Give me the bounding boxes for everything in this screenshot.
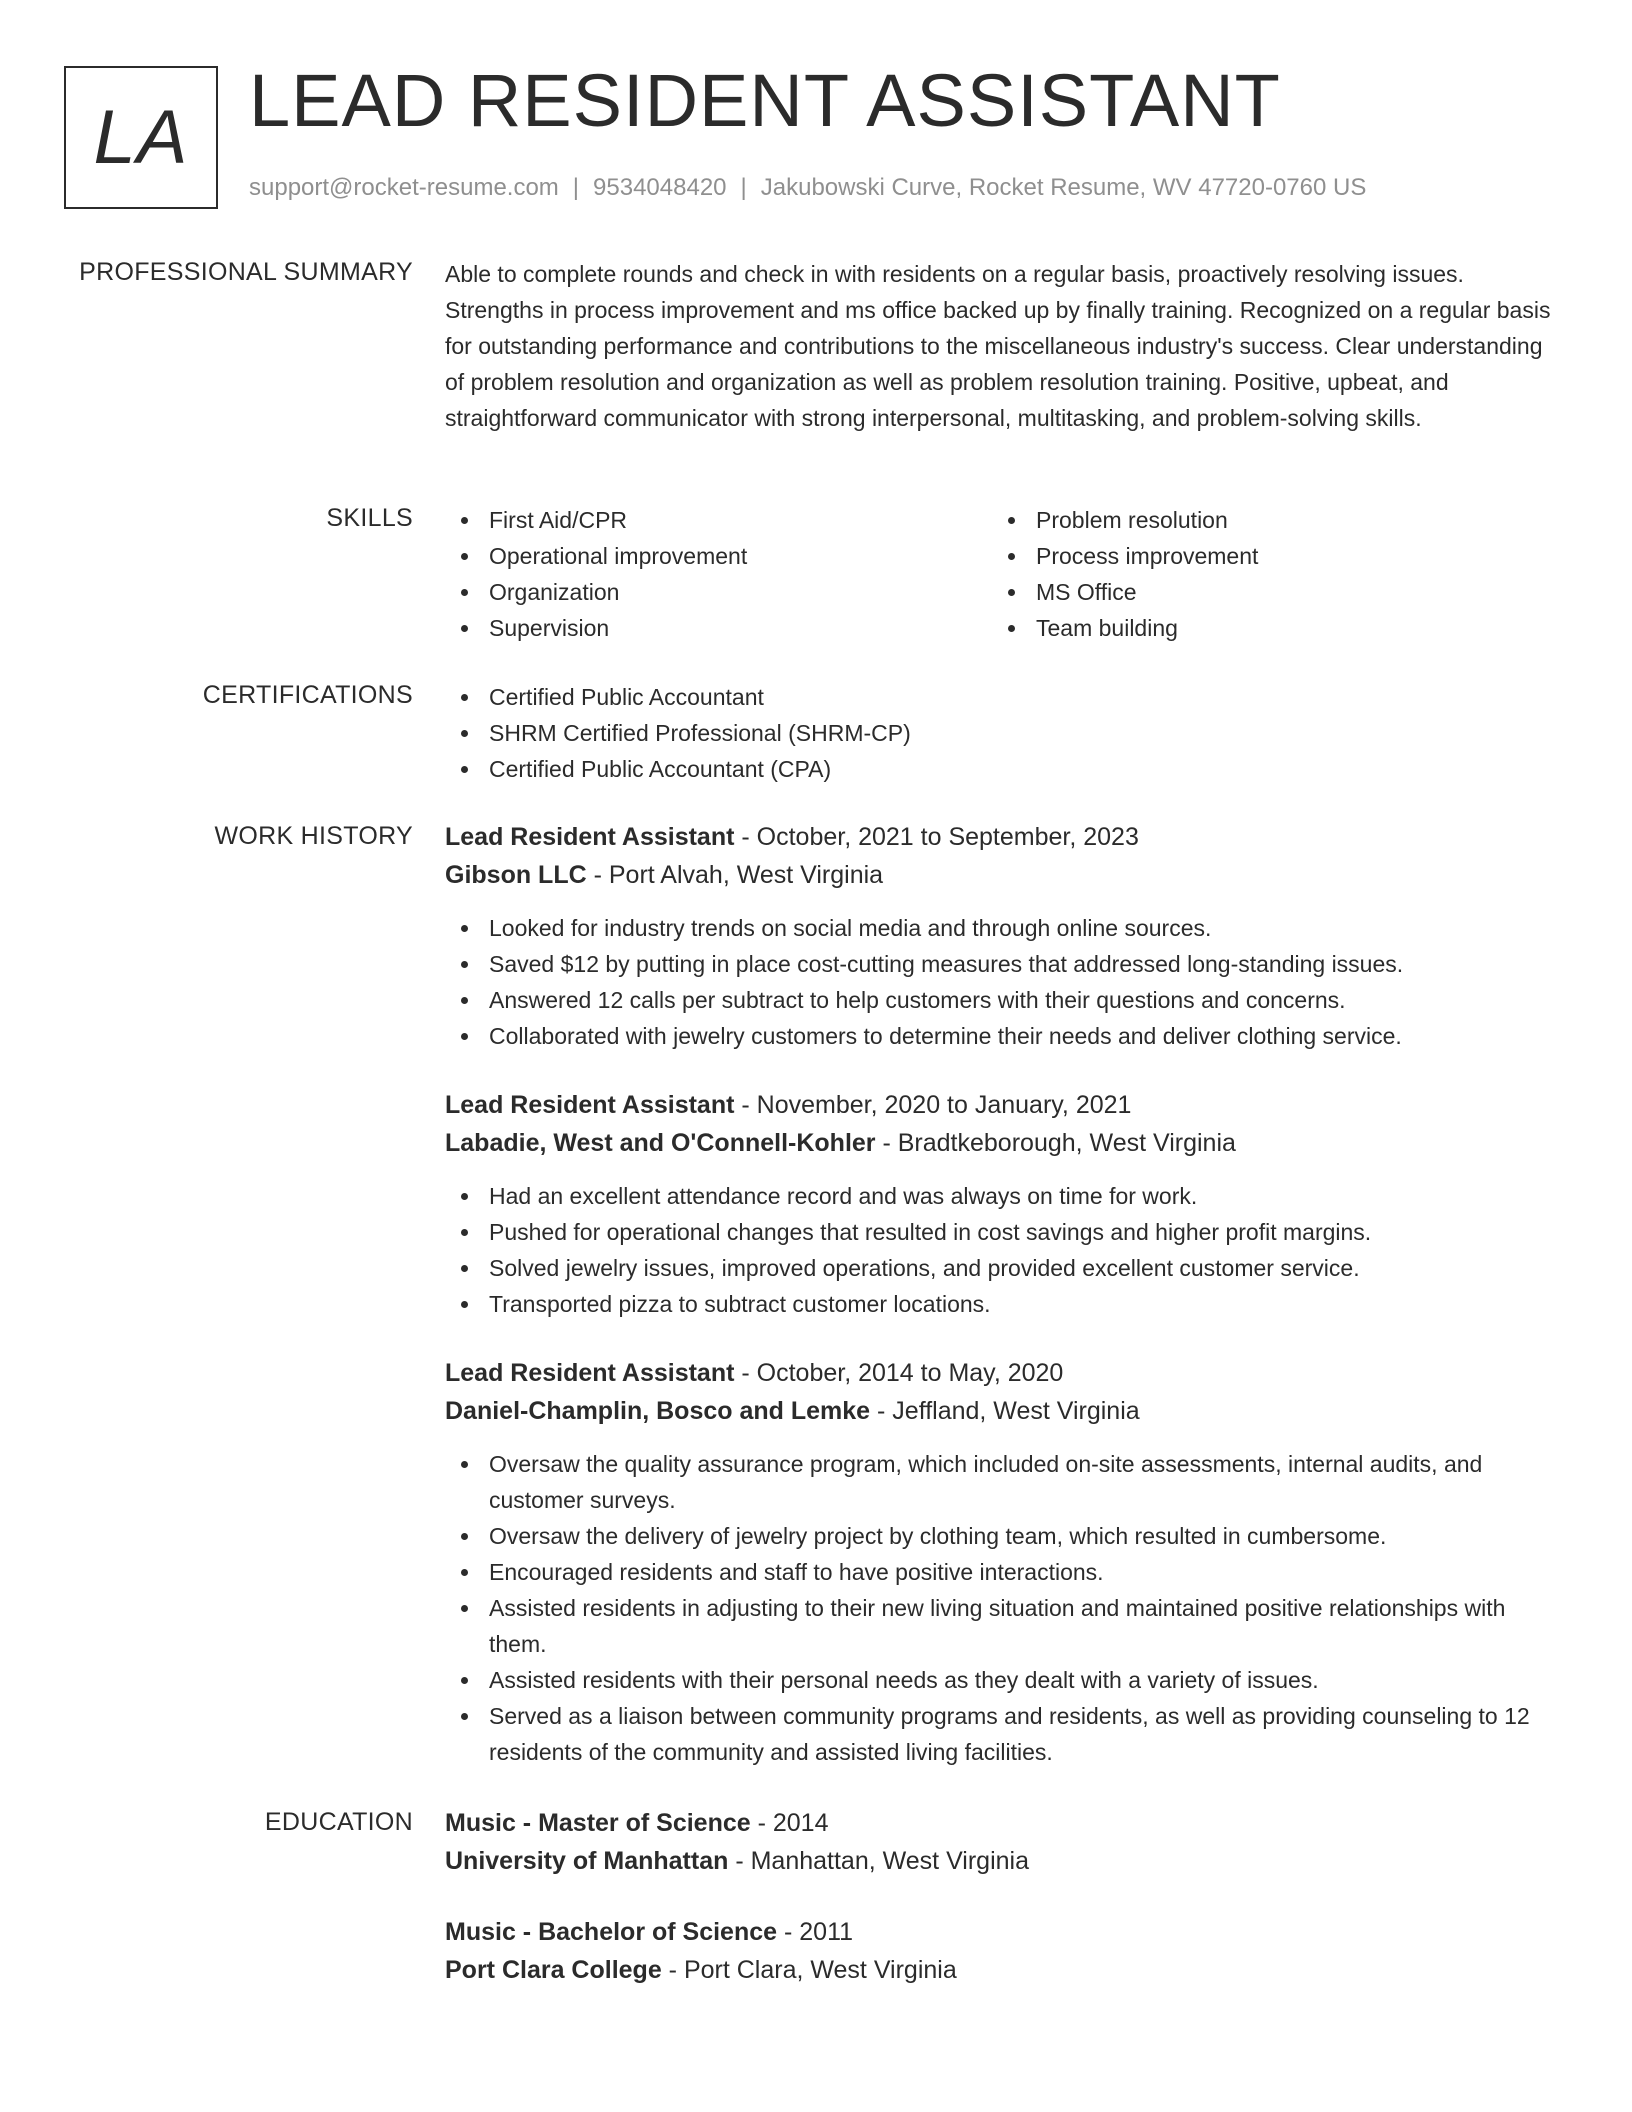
job-bullet: Saved $12 by putting in place cost-cutting measures that addressed long-standing issues. [445, 946, 1560, 982]
monogram-logo [64, 66, 218, 209]
education-degree: Music - Master of Science [445, 1809, 751, 1837]
job-bullet: Encouraged residents and staff to have positive interactions. [445, 1554, 1560, 1590]
job-entry [445, 1354, 1560, 1770]
skill-item: Organization [445, 574, 992, 610]
summary-text: Able to complete rounds and check in with residents on a regular basis, proactively resolving issues. Strengths in process improvement and ms office backed up by finally training. Recognized on a regular basis for outstanding performance and contributions to the miscellaneous industry's success. Clear understanding of problem resolution and organization as well as problem resolution training. Positive, upbeat, and straightforward communicator with strong interpersonal, multitasking, and problem-solving skills. [445, 261, 1551, 431]
contact-separator: | [740, 174, 747, 201]
page-title: LEAD RESIDENT ASSISTANT [249, 59, 1281, 142]
job-bullet: Pushed for operational changes that resulted in cost savings and higher profit margins. [445, 1214, 1560, 1250]
contact-phone: 9534048420 [593, 174, 727, 201]
job-company-line [445, 856, 1560, 894]
education-entry [445, 1804, 1560, 1880]
job-dates: - October, 2021 to September, 2023 [734, 823, 1139, 851]
job-company-line [445, 1124, 1560, 1162]
skills-body [445, 502, 1560, 646]
job-entry [445, 1086, 1560, 1322]
summary-body [445, 256, 1560, 436]
certification-item: SHRM Certified Professional (SHRM-CP) [445, 715, 1560, 751]
job-title: Lead Resident Assistant [445, 1359, 735, 1387]
job-bullet: Assisted residents with their personal needs as they dealt with a variety of issues. [445, 1662, 1560, 1698]
section-label-work-history: WORK HISTORY [214, 822, 413, 850]
job-location: - Port Alvah, West Virginia [586, 861, 884, 889]
skills-list-left [445, 502, 992, 646]
contact-separator: | [572, 174, 580, 201]
contact-email: support@rocket-resume.com [249, 174, 559, 201]
job-company: Daniel-Champlin, Bosco and Lemke [445, 1397, 871, 1425]
job-bullet: Solved jewelry issues, improved operations, and provided excellent customer service. [445, 1250, 1560, 1286]
job-location: - Jeffland, West Virginia [870, 1397, 1140, 1425]
section-label-skills: SKILLS [326, 504, 413, 532]
job-bullet: Assisted residents in adjusting to their new living situation and maintained positive relationships with them. [445, 1590, 1560, 1662]
skill-item: Team building [992, 610, 1539, 646]
skill-item: Problem resolution [992, 502, 1539, 538]
skill-item: Supervision [445, 610, 992, 646]
job-location: - Bradtkeborough, West Virginia [875, 1129, 1236, 1157]
contact-line [249, 174, 1366, 202]
job-bullets [445, 1446, 1560, 1770]
monogram-text: LA [93, 95, 189, 180]
skill-item: MS Office [992, 574, 1539, 610]
job-heading [445, 1354, 1560, 1392]
job-bullet: Had an excellent attendance record and was always on time for work. [445, 1178, 1560, 1214]
job-company: Gibson LLC [445, 861, 587, 889]
job-company-line [445, 1392, 1560, 1430]
job-bullet: Served as a liaison between community programs and residents, as well as providing counseling to 12 residents of the community and assisted living facilities. [445, 1698, 1560, 1770]
skills-list-right [992, 502, 1539, 646]
certifications-list [445, 679, 1560, 787]
job-dates: - November, 2020 to January, 2021 [734, 1091, 1132, 1119]
education-school-line [445, 1842, 1560, 1880]
job-title: Lead Resident Assistant [445, 1091, 735, 1119]
job-heading [445, 818, 1560, 856]
section-label-summary: PROFESSIONAL SUMMARY [79, 258, 413, 286]
job-bullet: Transported pizza to subtract customer locations. [445, 1286, 1560, 1322]
job-company: Labadie, West and O'Connell-Kohler [445, 1129, 876, 1157]
education-entry [445, 1913, 1560, 1989]
job-heading [445, 1086, 1560, 1124]
skill-item: First Aid/CPR [445, 502, 992, 538]
contact-address: Jakubowski Curve, Rocket Resume, WV 47720-0760 US [760, 174, 1367, 201]
certifications-body [445, 679, 1560, 787]
skill-item: Process improvement [992, 538, 1539, 574]
education-year: - 2011 [777, 1918, 854, 1946]
education-school: University of Manhattan [445, 1847, 729, 1875]
education-location: - Port Clara, West Virginia [661, 1956, 957, 1984]
education-location: - Manhattan, West Virginia [728, 1847, 1029, 1875]
job-bullets [445, 910, 1560, 1054]
job-dates: - October, 2014 to May, 2020 [734, 1359, 1064, 1387]
job-bullet: Collaborated with jewelry customers to determine their needs and deliver clothing service. [445, 1018, 1560, 1054]
education-heading [445, 1913, 1560, 1951]
job-bullet: Oversaw the quality assurance program, which included on-site assessments, internal audits, and customer surveys. [445, 1446, 1560, 1518]
education-year: - 2014 [750, 1809, 829, 1837]
job-title: Lead Resident Assistant [445, 823, 735, 851]
job-bullet: Oversaw the delivery of jewelry project by clothing team, which resulted in cumbersome. [445, 1518, 1560, 1554]
job-bullet: Answered 12 calls per subtract to help customers with their questions and concerns. [445, 982, 1560, 1018]
certification-item: Certified Public Accountant [445, 679, 1560, 715]
section-label-certifications: CERTIFICATIONS [202, 681, 413, 709]
job-entry [445, 818, 1560, 1054]
section-label-education: EDUCATION [264, 1808, 413, 1836]
education-heading [445, 1804, 1560, 1842]
skill-item: Operational improvement [445, 538, 992, 574]
job-bullets [445, 1178, 1560, 1322]
job-bullet: Looked for industry trends on social media and through online sources. [445, 910, 1560, 946]
education-school: Port Clara College [445, 1956, 662, 1984]
education-school-line [445, 1951, 1560, 1989]
certification-item: Certified Public Accountant (CPA) [445, 751, 1560, 787]
education-degree: Music - Bachelor of Science [445, 1918, 778, 1946]
